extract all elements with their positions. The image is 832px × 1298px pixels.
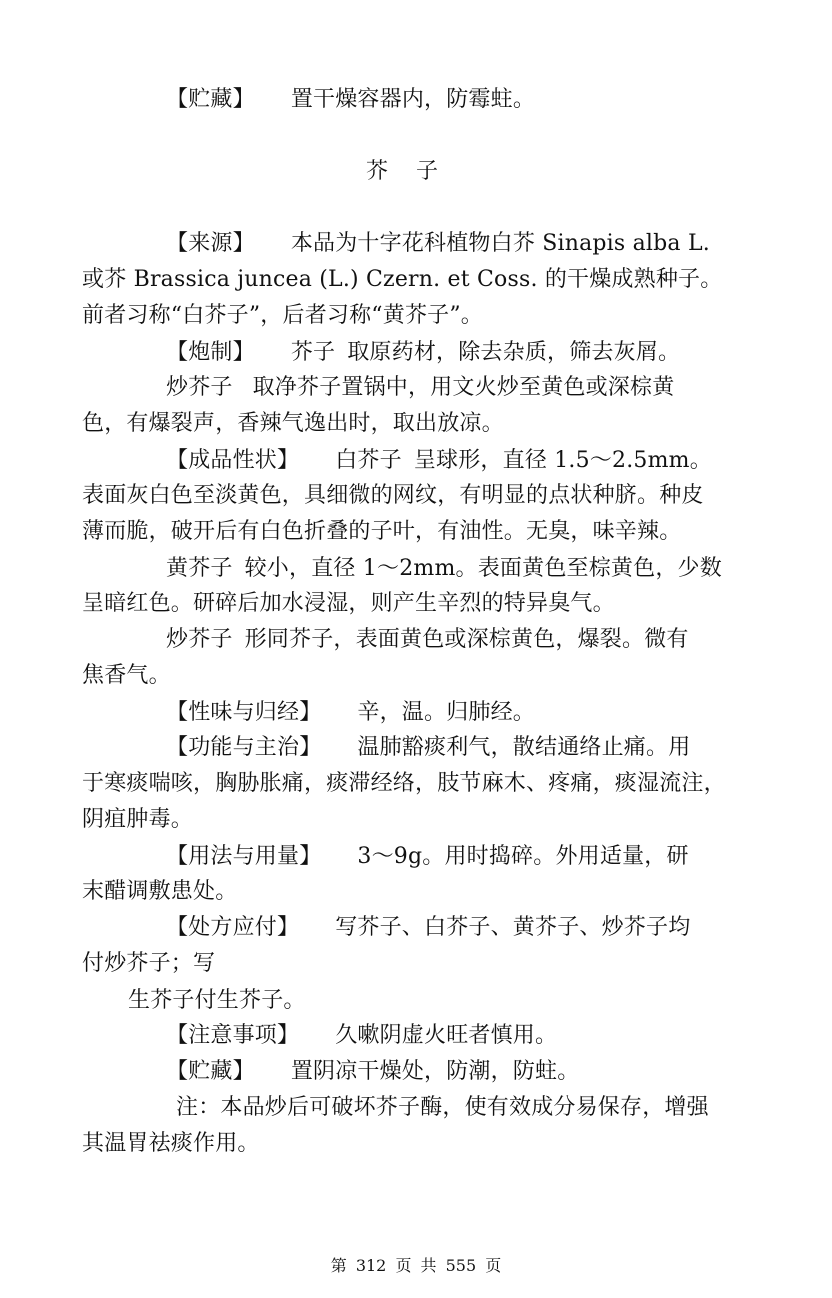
storage-line: [166, 1058, 832, 1086]
source-line-2: 或芥 Brassica juncea (L.) Czern. et Coss. 的干燥成熟种子。: [82, 267, 723, 292]
storage-tag: 【贮藏】: [166, 1059, 255, 1084]
properties-white-text-1: 呈球形，直径 1.5～2.5mm。: [413, 448, 712, 473]
processing-fried-text-1: 取净芥子置锅中，用文火炒至黄色或深棕黄: [252, 375, 675, 400]
properties-tag: 【成品性状】: [166, 448, 300, 473]
properties-fried-name: 炒芥子: [166, 627, 233, 652]
prescription-line-1: [166, 914, 832, 942]
properties-white-line-2: 表面灰白色至淡黄色，具细微的网纹，有明显的点状种脐。种皮: [82, 483, 704, 508]
caution-line: [166, 1022, 832, 1050]
caution-tag: 【注意事项】: [166, 1023, 300, 1048]
properties-yellow-text-1: 较小，直径 1～2mm。表面黄色至棕黄色，少数: [244, 556, 722, 581]
caution-text: 久嗽阴虚火旺者慎用。: [335, 1023, 558, 1048]
source-line-3: 前者习称“白芥子”，后者习称“黄芥子”。: [82, 303, 483, 328]
properties-fried-line-2: 焦香气。: [82, 663, 171, 688]
top-storage-line: [166, 86, 832, 114]
nature-tag: 【性味与归经】: [166, 700, 322, 725]
processing-line: [166, 339, 832, 367]
dosage-line-2: 末醋调敷患处。: [82, 879, 238, 904]
function-tag: 【功能与主治】: [166, 735, 322, 760]
prescription-text-1: 写芥子、白芥子、黄芥子、炒芥子均: [335, 915, 691, 940]
function-text-1: 温肺豁痰利气，散结通络止痛。用: [357, 735, 691, 760]
processing-tag: 【炮制】: [166, 340, 255, 365]
dosage-line-1: [166, 843, 832, 871]
properties-fried-text-1: 形同芥子，表面黄色或深棕黄色，爆裂。微有: [244, 627, 689, 652]
section-title: 芥子: [365, 159, 466, 184]
storage-text: 置阴凉干燥处，防潮，防蛀。: [290, 1059, 580, 1084]
top-storage-tag: 【贮藏】: [166, 87, 255, 112]
source-tag: 【来源】: [166, 231, 255, 256]
prescription-line-2: 付炒芥子；写: [82, 951, 216, 976]
dosage-tag: 【用法与用量】: [166, 844, 322, 869]
processing-name: 芥子: [290, 340, 336, 365]
nature-text: 辛，温。归肺经。: [357, 700, 536, 725]
properties-yellow-line-1: [166, 555, 832, 583]
source-text-1: 本品为十字花科植物白芥 Sinapis alba L.: [290, 231, 710, 256]
source-line-1: [166, 230, 832, 258]
note-line-1: 注：本品炒后可破坏芥子酶，使有效成分易保存，增强: [176, 1095, 709, 1120]
properties-yellow-name: 黄芥子: [166, 556, 233, 581]
properties-yellow-line-2: 呈暗红色。研碎后加水浸湿，则产生辛烈的特异臭气。: [82, 591, 615, 616]
function-line-1: [166, 734, 832, 762]
page-footer: 第 312 页 共 555 页: [330, 1256, 502, 1275]
processing-fried-name: 炒芥子: [166, 375, 233, 400]
note-line-2: 其温胃祛痰作用。: [82, 1131, 260, 1156]
function-line-2: 于寒痰喘咳，胸胁胀痛，痰滞经络，肢节麻木、疼痛，痰湿流注，: [82, 771, 726, 796]
dosage-text-1: 3～9g。用时捣碎。外用适量，研: [357, 844, 689, 869]
processing-fried-line-2: 色，有爆裂声，香辣气逸出时，取出放凉。: [82, 411, 504, 436]
nature-line: [166, 699, 832, 727]
properties-line-1: [166, 447, 832, 475]
prescription-line-3: 生芥子付生芥子。: [128, 988, 306, 1013]
function-line-3: 阴疽肿毒。: [82, 807, 194, 832]
properties-white-line-3: 薄而脆，破开后有白色折叠的子叶，有油性。无臭，味辛辣。: [82, 519, 682, 544]
properties-white-name: 白芥子: [335, 448, 402, 473]
prescription-tag: 【处方应付】: [166, 915, 300, 940]
processing-fried-line-1: [166, 374, 832, 402]
processing-text: 取原药材，除去杂质，筛去灰屑。: [347, 340, 681, 365]
properties-fried-line-1: [166, 626, 832, 654]
top-storage-text: 置干燥容器内，防霉蛀。: [290, 87, 536, 112]
